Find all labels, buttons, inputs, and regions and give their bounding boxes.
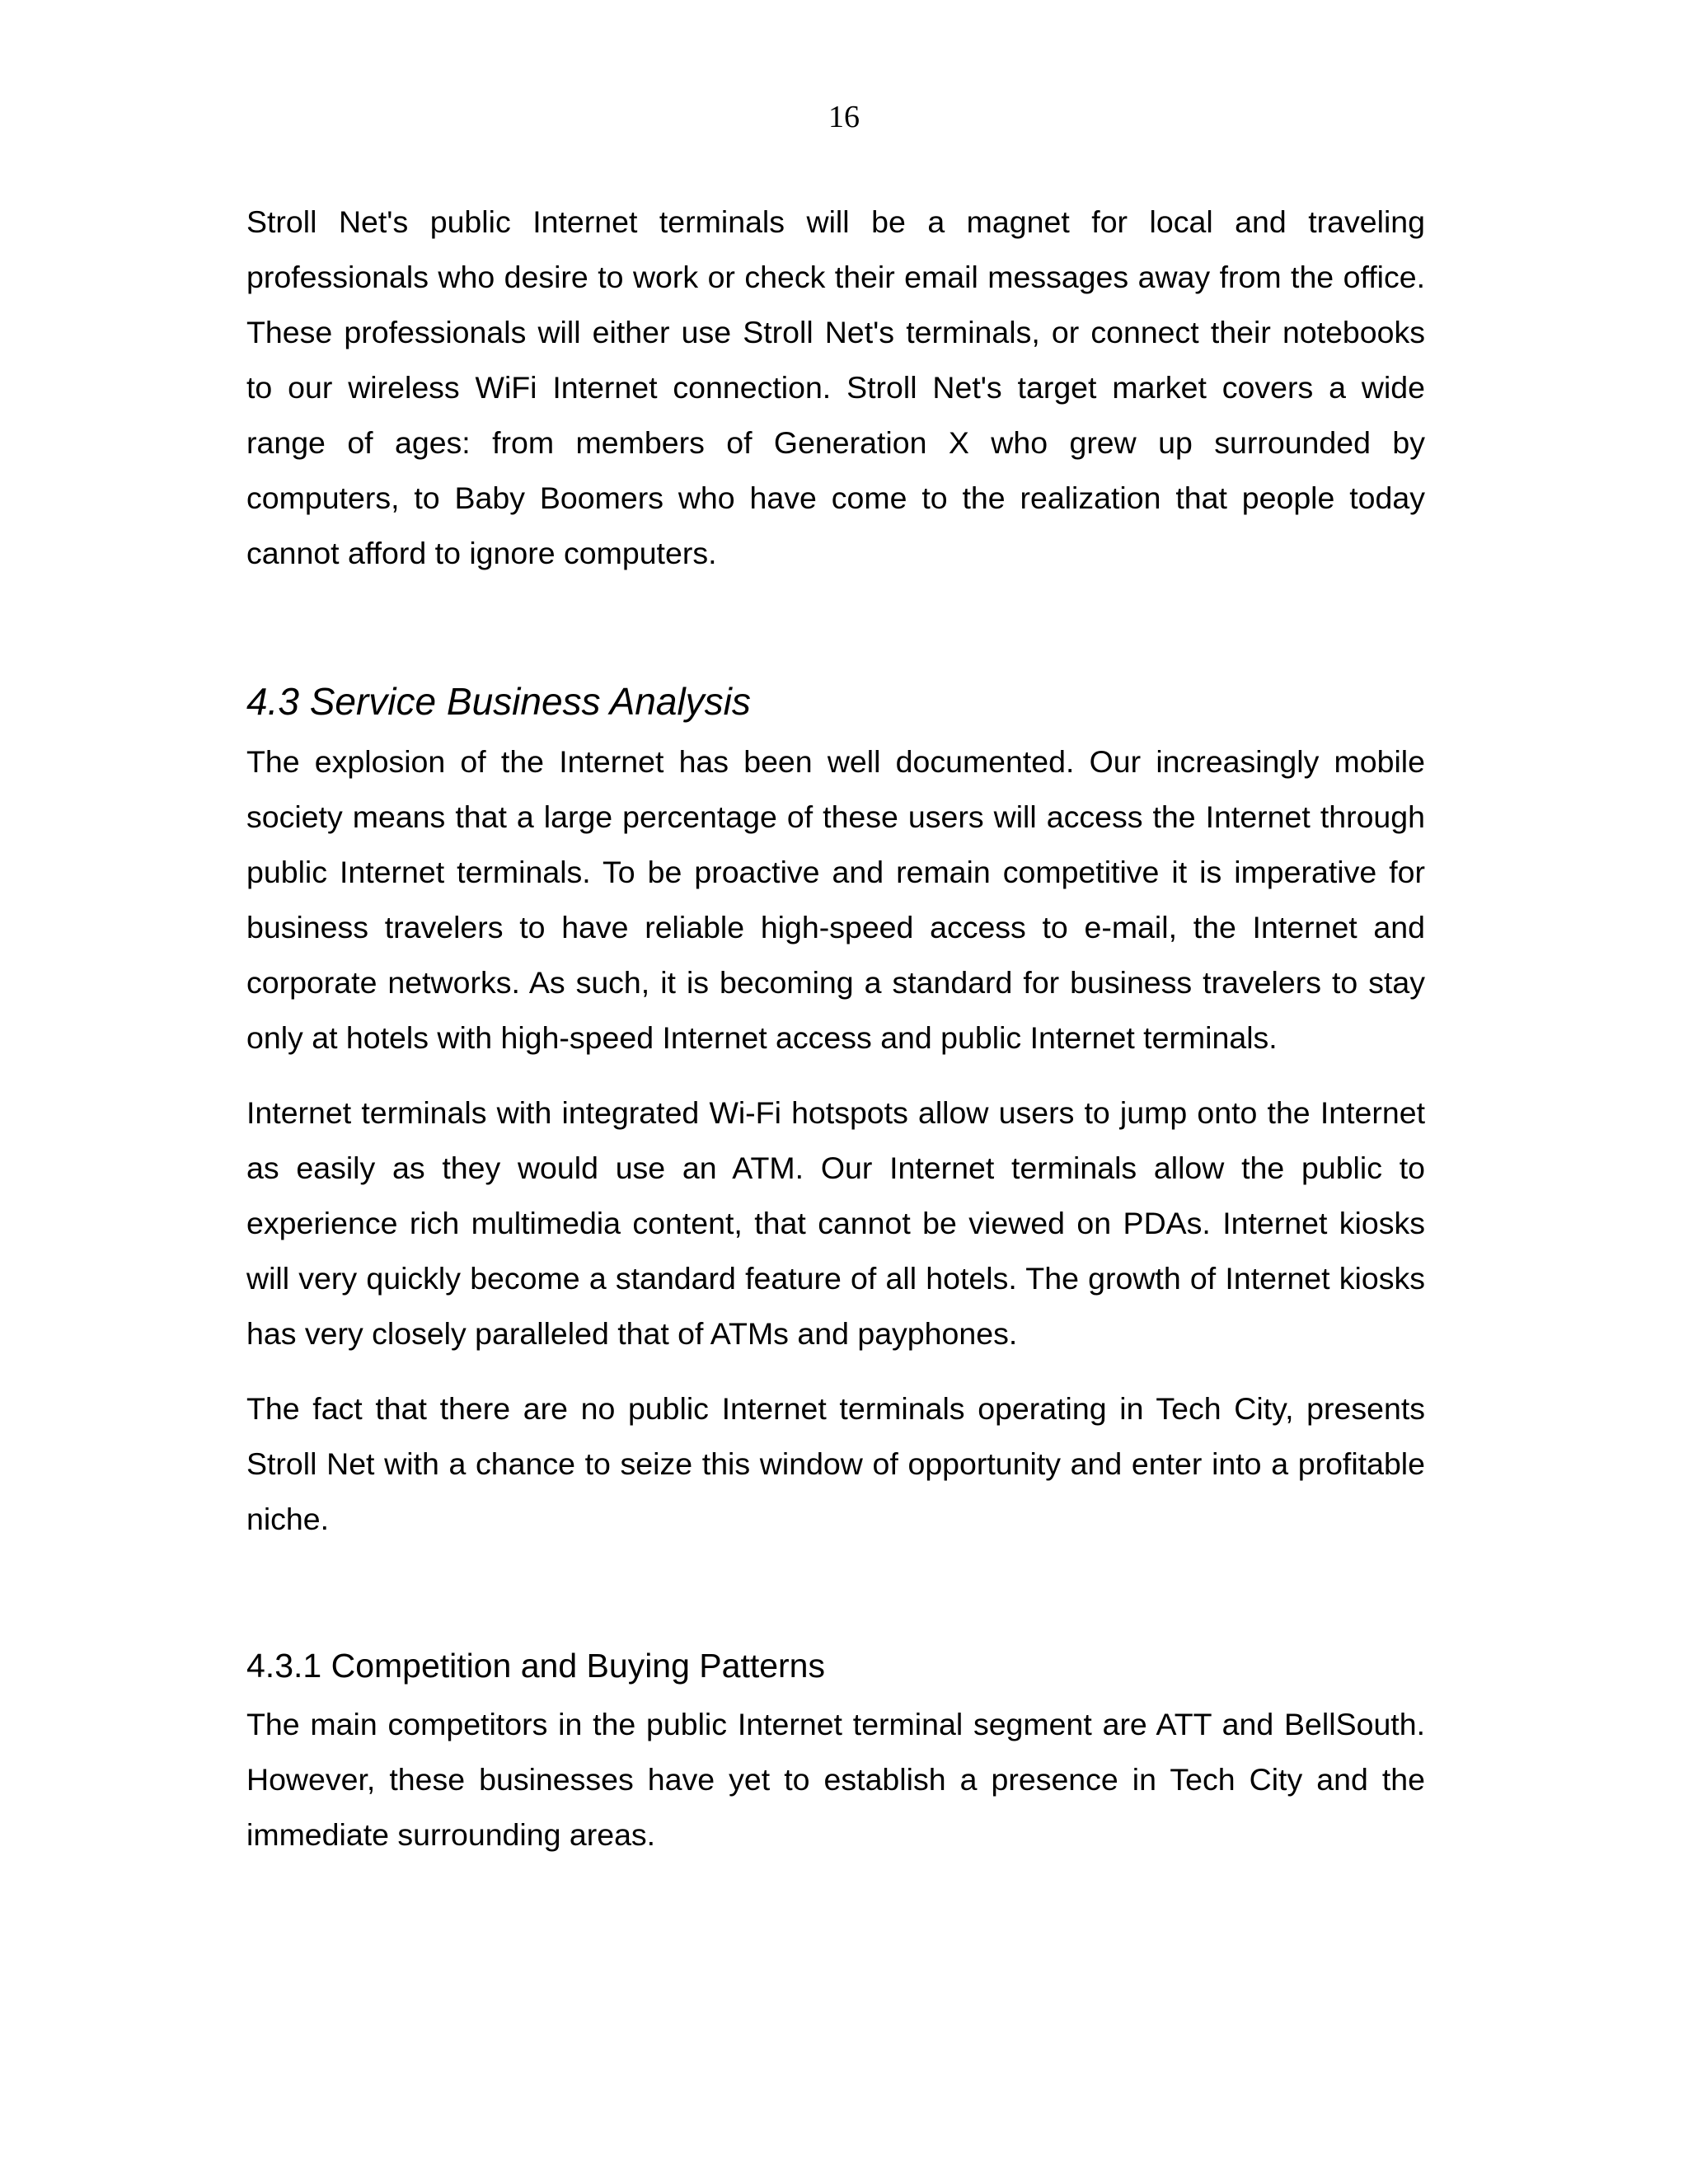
body-paragraph: The main competitors in the public Internet terminal segment are ATT and BellSouth. However, these businesses have yet to establish a presence in Tech City and the immediate surrounding areas. [246,1707,1425,1852]
subsection-heading: 4.3.1 Competition and Buying Patterns [246,1647,825,1685]
page-number: 16 [828,100,860,134]
intro-block [246,194,1425,581]
body-paragraph: The fact that there are no public Internet terminals operating in Tech City, presents Stroll Net with a chance to seize this window of opportunity and enter into a profitable niche. [246,1391,1425,1536]
body-paragraph: The explosion of the Internet has been well documented. Our increasingly mobile society means that a large percentage of these users will access the Internet through public Internet terminals. To be proactive and remain competitive it is imperative for business travelers to have reliable high-speed access to e-mail, the Internet and corporate networks. As such, it is becoming a standard for business travelers to stay only at hotels with high-speed Internet access and public Internet terminals. [246,744,1425,1055]
section-4-3-1 [246,1644,1425,1863]
body-paragraph: Stroll Net's public Internet terminals will be a magnet for local and traveling professionals who desire to work or check their email messages away from the office. These professionals will either use Stroll Net's terminals, or connect their notebooks to our wireless WiFi Internet connection. Stroll Net's target market covers a wide range of ages: from members of Generation X who grew up surrounded by computers, to Baby Boomers who have come to the realization that people today cannot afford to ignore computers. [246,204,1425,570]
section-4-3 [246,678,1425,1547]
body-paragraph: Internet terminals with integrated Wi-Fi hotspots allow users to jump onto the Internet as easily as they would use an ATM. Our Internet terminals allow the public to experience rich multimedia content, that cannot be viewed on PDAs. Internet kiosks will very quickly become a standard feature of all hotels. The growth of Internet kiosks has very closely paralleled that of ATMs and payphones. [246,1095,1425,1351]
page-content [246,194,1425,1863]
section-heading: 4.3 Service Business Analysis [246,680,751,723]
